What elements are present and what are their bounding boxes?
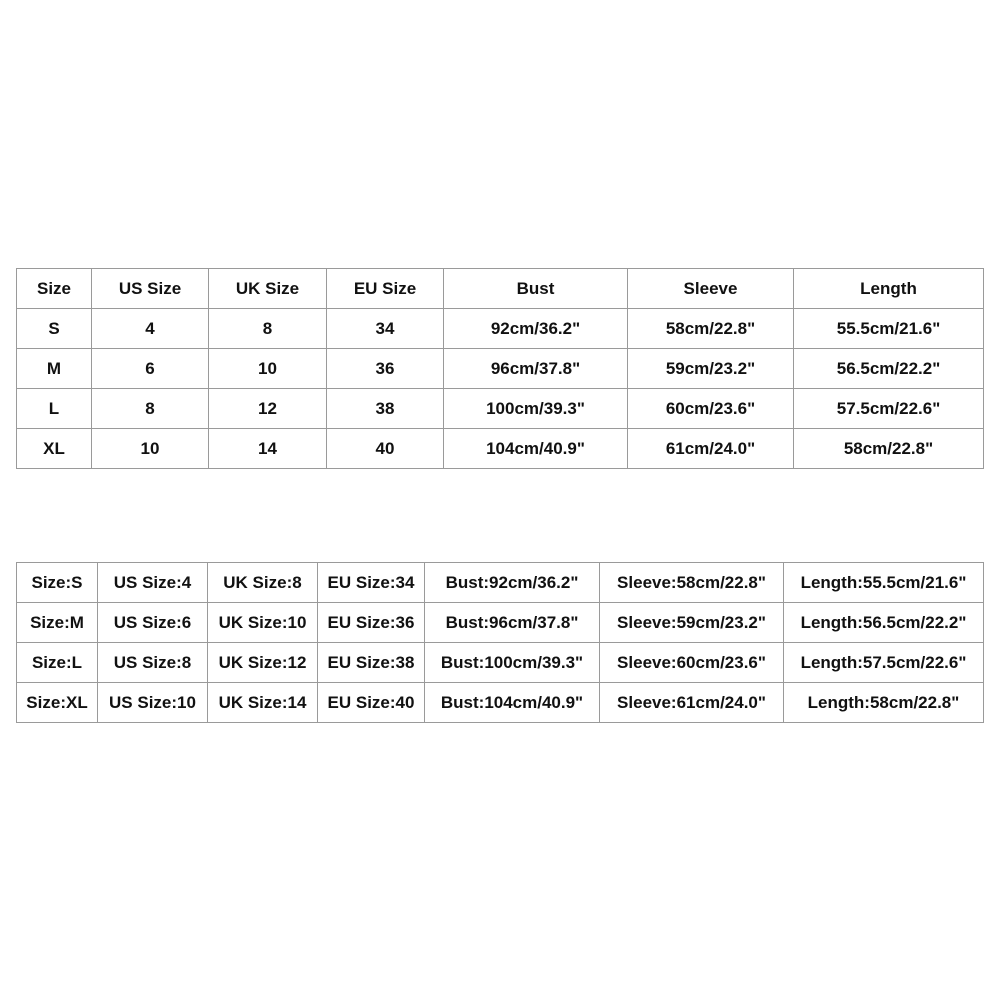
table-cell: 12	[209, 389, 327, 429]
table-cell: EU Size:34	[318, 563, 425, 603]
table-cell: Size:XL	[17, 683, 98, 723]
table-row	[17, 643, 984, 683]
table-cell: EU Size:38	[318, 643, 425, 683]
table-row	[17, 683, 984, 723]
table-cell: Bust:92cm/36.2"	[425, 563, 600, 603]
table-cell: UK Size:10	[208, 603, 318, 643]
table-cell: Length:55.5cm/21.6"	[784, 563, 984, 603]
table-cell: US Size:4	[98, 563, 208, 603]
table-cell: XL	[17, 429, 92, 469]
table-header-row	[17, 269, 984, 309]
table-cell: Sleeve:58cm/22.8"	[600, 563, 784, 603]
table-cell: L	[17, 389, 92, 429]
table-cell: 60cm/23.6"	[628, 389, 794, 429]
table-cell: 4	[92, 309, 209, 349]
table-cell: 8	[92, 389, 209, 429]
table-cell: Length:58cm/22.8"	[784, 683, 984, 723]
table-row	[17, 389, 984, 429]
table-cell: Sleeve:60cm/23.6"	[600, 643, 784, 683]
table-cell: 57.5cm/22.6"	[794, 389, 984, 429]
table-cell: 8	[209, 309, 327, 349]
table-cell: 14	[209, 429, 327, 469]
table-row	[17, 349, 984, 389]
column-header: Sleeve	[628, 269, 794, 309]
table-cell: Size:L	[17, 643, 98, 683]
table-cell: US Size:10	[98, 683, 208, 723]
table-cell: 58cm/22.8"	[794, 429, 984, 469]
column-header: Size	[17, 269, 92, 309]
table-cell: 6	[92, 349, 209, 389]
table-cell: S	[17, 309, 92, 349]
table-cell: EU Size:36	[318, 603, 425, 643]
table-cell: 96cm/37.8"	[444, 349, 628, 389]
table-cell: UK Size:14	[208, 683, 318, 723]
table-cell: M	[17, 349, 92, 389]
table-row	[17, 309, 984, 349]
size-chart-compact-table	[16, 562, 984, 723]
column-header: Length	[794, 269, 984, 309]
table-cell: 10	[92, 429, 209, 469]
table-cell: 59cm/23.2"	[628, 349, 794, 389]
table-cell: US Size:8	[98, 643, 208, 683]
table-cell: 40	[327, 429, 444, 469]
table-row	[17, 563, 984, 603]
table-cell: Bust:96cm/37.8"	[425, 603, 600, 643]
table-cell: 61cm/24.0"	[628, 429, 794, 469]
column-header: Bust	[444, 269, 628, 309]
table-cell: 100cm/39.3"	[444, 389, 628, 429]
table-cell: 10	[209, 349, 327, 389]
table-cell: 34	[327, 309, 444, 349]
column-header: UK Size	[209, 269, 327, 309]
table-cell: 104cm/40.9"	[444, 429, 628, 469]
table-cell: Size:M	[17, 603, 98, 643]
column-header: EU Size	[327, 269, 444, 309]
table-row	[17, 429, 984, 469]
table-cell: US Size:6	[98, 603, 208, 643]
table-cell: 36	[327, 349, 444, 389]
table-cell: Bust:100cm/39.3"	[425, 643, 600, 683]
table-cell: 56.5cm/22.2"	[794, 349, 984, 389]
table-cell: UK Size:12	[208, 643, 318, 683]
table-cell: Size:S	[17, 563, 98, 603]
table-cell: UK Size:8	[208, 563, 318, 603]
table-cell: Length:56.5cm/22.2"	[784, 603, 984, 643]
column-header: US Size	[92, 269, 209, 309]
table-cell: 92cm/36.2"	[444, 309, 628, 349]
table-cell: EU Size:40	[318, 683, 425, 723]
table-cell: Length:57.5cm/22.6"	[784, 643, 984, 683]
table-cell: 58cm/22.8"	[628, 309, 794, 349]
table-row	[17, 603, 984, 643]
table-cell: 55.5cm/21.6"	[794, 309, 984, 349]
table-cell: Sleeve:59cm/23.2"	[600, 603, 784, 643]
size-chart-table	[16, 268, 984, 469]
table-cell: Bust:104cm/40.9"	[425, 683, 600, 723]
table-cell: Sleeve:61cm/24.0"	[600, 683, 784, 723]
table-cell: 38	[327, 389, 444, 429]
